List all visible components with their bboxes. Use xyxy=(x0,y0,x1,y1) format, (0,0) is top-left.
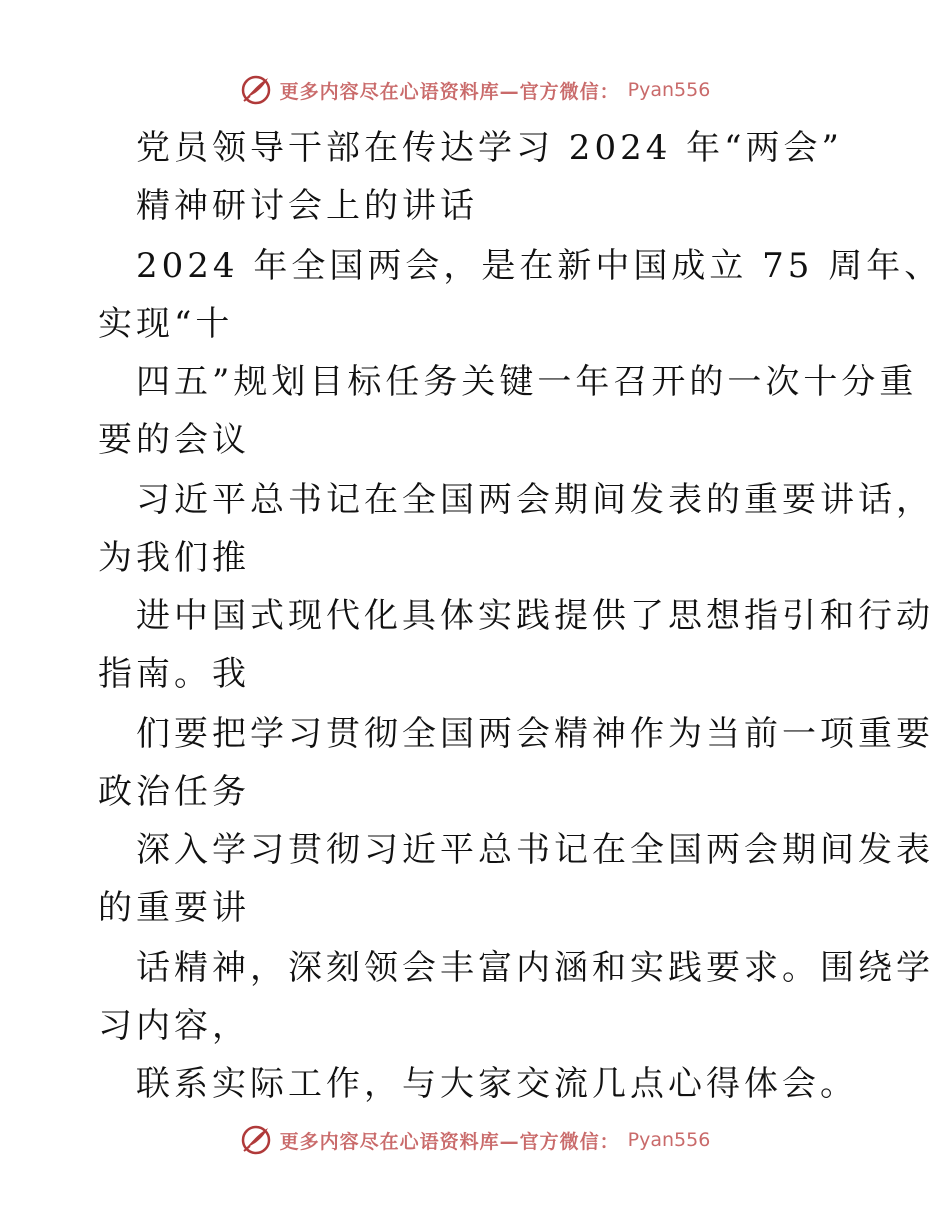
body-line: 联系实际工作，与大家交流几点心得体会。 xyxy=(136,1064,858,1104)
body-line: 深入学习贯彻习近平总书记在全国两会期间发表 xyxy=(136,830,934,870)
body-line: 们要把学习贯彻全国两会精神作为当前一项重要 xyxy=(136,714,934,754)
watermark-wechat-id: Pyan556 xyxy=(627,79,711,101)
body-line: 进中国式现代化具体实践提供了思想指引和行动 xyxy=(136,596,934,636)
body-line: 政治任务 xyxy=(98,772,250,812)
watermark-text: 更多内容尽在心语资料库—官方微信： xyxy=(279,1130,620,1153)
body-line: 为我们推 xyxy=(98,538,250,578)
body-line: 实现“十 xyxy=(98,304,234,344)
body-line: 习近平总书记在全国两会期间发表的重要讲话， xyxy=(136,480,934,520)
document-title-line-1: 党员领导干部在传达学习 2024 年“两会” xyxy=(136,128,843,168)
header-watermark xyxy=(0,70,950,110)
watermark-text: 更多内容尽在心语资料库—官方微信： xyxy=(279,80,620,103)
footer-watermark xyxy=(0,1120,950,1160)
watermark-wechat-id: Pyan556 xyxy=(627,1129,711,1151)
body-line: 要的会议 xyxy=(98,420,250,460)
quill-pen-logo-icon xyxy=(240,74,272,106)
body-line: 的重要讲 xyxy=(98,888,250,928)
body-line: 四五”规划目标任务关键一年召开的一次十分重 xyxy=(136,362,918,402)
body-line: 习内容， xyxy=(98,1006,250,1046)
body-line: 话精神，深刻领会丰富内涵和实践要求。围绕学 xyxy=(136,948,934,988)
body-line: 指南。我 xyxy=(98,654,250,694)
document-title-line-2: 精神研讨会上的讲话 xyxy=(136,186,478,226)
quill-pen-logo-icon xyxy=(240,1124,272,1156)
body-line: 2024 年全国两会，是在新中国成立 75 周年、 xyxy=(136,246,943,286)
